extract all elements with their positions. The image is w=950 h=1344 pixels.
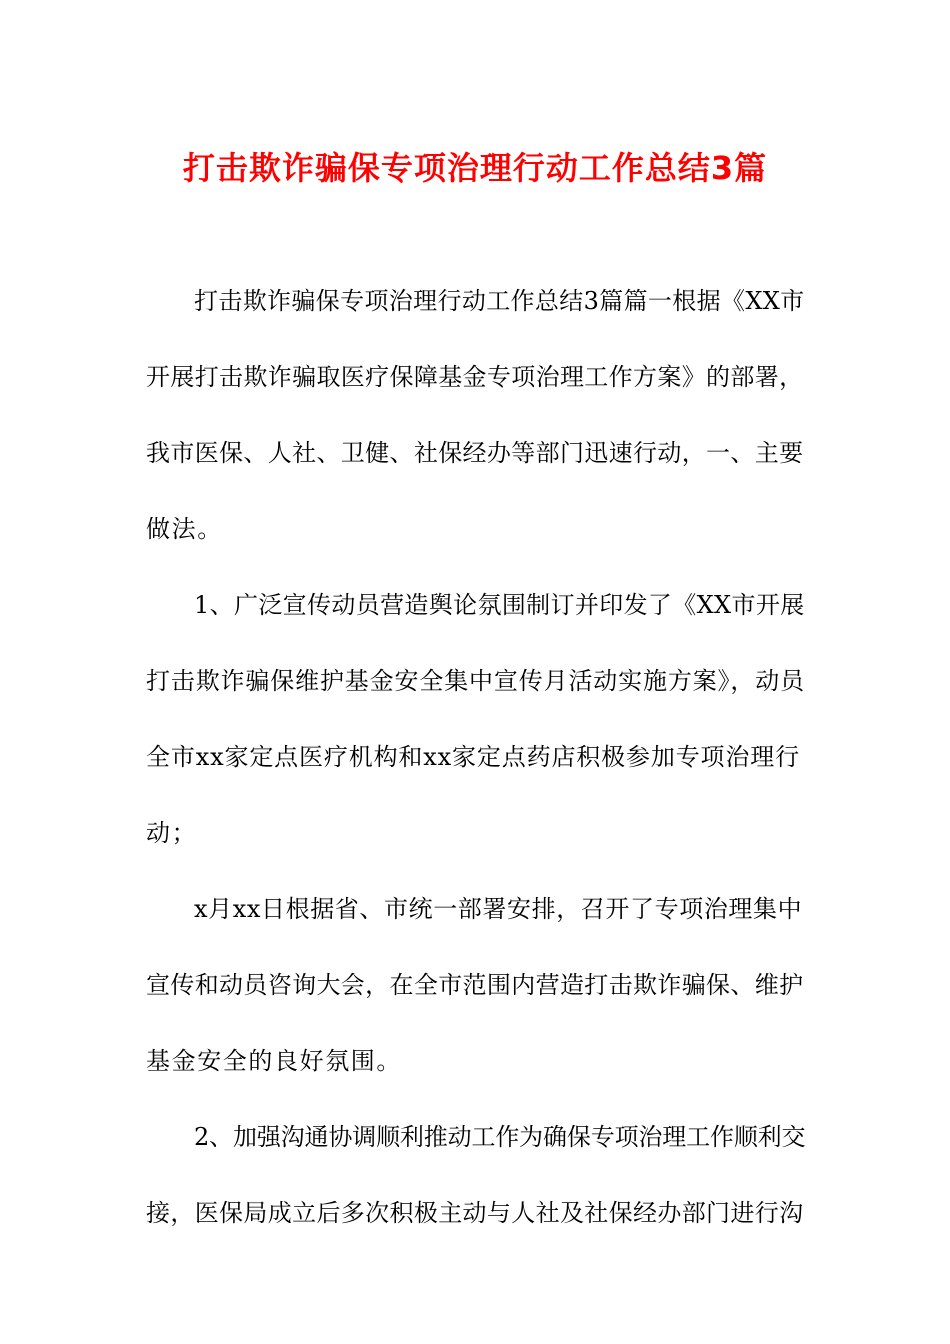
paragraph-4	[146, 1118, 806, 1232]
paragraph-line: 宣传和动员咨询大会，在全市范围内营造打击欺诈骗保、维护	[146, 971, 804, 999]
paragraph-line: 开展打击欺诈骗取医疗保障基金专项治理工作方案》的部署，	[146, 363, 804, 391]
paragraph-line: 动；	[146, 819, 198, 847]
document-body	[146, 282, 806, 1270]
paragraph-line: 做法。	[146, 515, 223, 543]
paragraph-line: 我市医保、人社、卫健、社保经办等部门迅速行动，一、主要	[146, 439, 804, 467]
paragraph-line: 基金安全的良好氛围。	[146, 1047, 402, 1075]
paragraph-line: 2、加强沟通协调顺利推动工作为确保专项治理工作顺利交	[194, 1123, 806, 1151]
paragraph-line: 打击欺诈骗保维护基金安全集中宣传月活动实施方案》，动员	[146, 667, 805, 695]
paragraph-line: 接，医保局成立后多次积极主动与人社及社保经办部门进行沟	[146, 1199, 804, 1227]
paragraph-line: 全市xx家定点医疗机构和xx家定点药店积极参加专项治理行	[146, 743, 800, 771]
paragraph-line: 1、广泛宣传动员营造舆论氛围制订并印发了《XX市开展	[194, 591, 805, 619]
paragraph-2	[146, 586, 806, 852]
paragraph-3	[146, 890, 806, 1080]
paragraph-1	[146, 282, 806, 548]
document-title: 打击欺诈骗保专项治理行动工作总结3篇	[182, 149, 768, 187]
paragraph-line: 打击欺诈骗保专项治理行动工作总结3篇篇一根据《XX市	[194, 287, 805, 315]
paragraph-line: x月xx日根据省、市统一部署安排，召开了专项治理集中	[194, 895, 803, 923]
